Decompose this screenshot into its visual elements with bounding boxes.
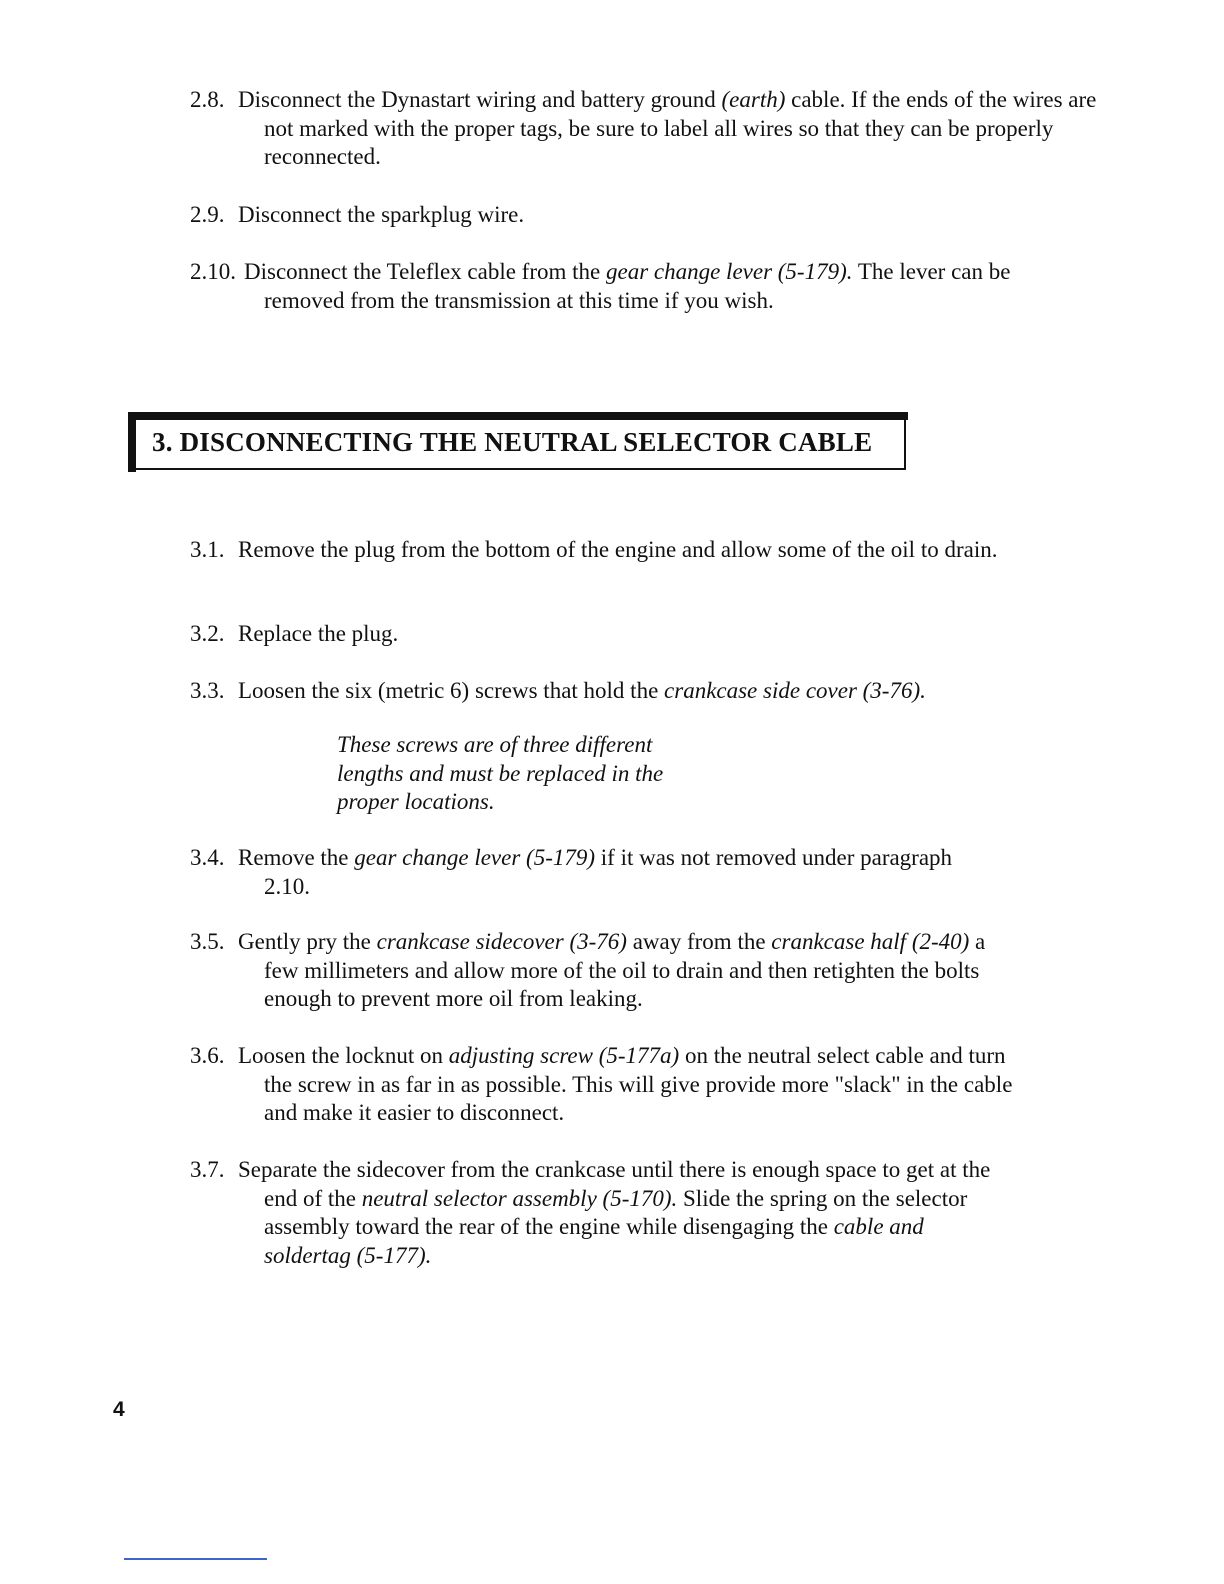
paragraph-2-10	[190, 258, 1024, 315]
text: cable. If the ends of the wires are not marked with the proper tags, be sure to label all wires so that they can be properly reconnected.	[264, 87, 1097, 170]
paragraph-number: 2.8.	[190, 87, 225, 112]
text: if it was not removed under paragraph 2.10.	[264, 845, 953, 899]
paragraph-number: 3.7.	[190, 1157, 225, 1182]
italic-term: gear change lever (5-179).	[605, 259, 853, 284]
italic-term: (earth)	[721, 87, 786, 112]
text: on the neutral select cable and turn the screw in as far in as possible. This will give provide more "slack" in the cable and make it easier to disconnect.	[264, 1043, 1013, 1126]
paragraph-number: 3.4.	[190, 845, 225, 870]
paragraph-number: 3.5.	[190, 929, 225, 954]
page-number: 4	[113, 1398, 125, 1421]
paragraph-number: 2.9.	[190, 202, 225, 227]
text: Disconnect the Teleflex cable from the	[244, 259, 606, 284]
text: Loosen the six (metric 6) screws that hold the	[238, 678, 665, 703]
paragraph-3-7	[190, 1156, 994, 1270]
paragraph-2-8	[190, 86, 1104, 172]
paragraph-number: 3.1.	[190, 537, 225, 562]
header-top-bar	[128, 412, 908, 420]
paragraph-number: 3.3.	[190, 678, 225, 703]
paragraph-3-4	[190, 844, 964, 901]
italic-term: crankcase side cover (3-76).	[664, 678, 926, 703]
section-title: 3. DISCONNECTING THE NEUTRAL SELECTOR CABLE	[152, 427, 873, 457]
italic-term: crankcase half (2-40)	[771, 929, 970, 954]
text: Disconnect the Dynastart wiring and battery ground	[238, 87, 722, 112]
paragraph-number: 3.2.	[190, 621, 225, 646]
text: a few millimeters and allow more of the oil to drain and then retighten the bolts enough to prevent more oil from leaking.	[264, 929, 986, 1012]
bottom-rule	[124, 1558, 267, 1560]
italic-term: gear change lever (5-179)	[354, 845, 596, 870]
text: Separate the sidecover from the crankcase until there is enough space to get at the end of the	[238, 1157, 991, 1211]
italic-term: neutral selector assembly (5-170).	[361, 1185, 678, 1211]
header-left-bar	[128, 412, 136, 472]
text: Replace the plug.	[238, 621, 399, 646]
paragraph-3-1	[190, 536, 1024, 565]
text: The lever can be removed from the transmission at this time if you wish.	[264, 259, 1011, 313]
text: Gently pry the	[238, 929, 377, 954]
italic-term: adjusting screw (5-177a)	[448, 1043, 680, 1068]
paragraph-3-2	[190, 620, 1104, 649]
paragraph-3-5	[190, 928, 1024, 1014]
section-header-box	[128, 412, 908, 472]
text: Slide the spring on the selector assembly toward the rear of the engine while disengaging the	[264, 1185, 968, 1240]
text: Loosen the locknut on	[238, 1043, 449, 1068]
paragraph-3-3	[190, 677, 1104, 706]
screw-length-note: These screws are of three different lengths and must be replaced in the proper locations.	[337, 732, 664, 815]
text: Disconnect the sparkplug wire.	[238, 202, 525, 227]
text: Remove the	[238, 845, 355, 870]
paragraph-2-9	[190, 201, 1104, 230]
italic-term: cable and soldertag (5-177).	[264, 1214, 924, 1268]
paragraph-3-6	[190, 1042, 1024, 1128]
italic-term: crankcase sidecover (3-76)	[376, 929, 627, 954]
paragraph-number: 3.6.	[190, 1043, 225, 1068]
paragraph-number: 2.10.	[190, 259, 236, 284]
text: Remove the plug from the bottom of the engine and allow some of the oil to drain.	[238, 537, 998, 562]
text: away from the	[626, 929, 772, 954]
